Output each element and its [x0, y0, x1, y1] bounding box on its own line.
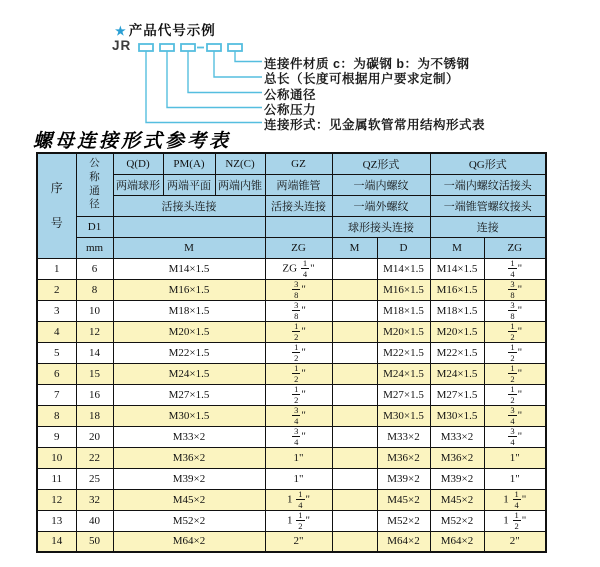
cell-qg-zg: $\frac{1}{2}$ " — [484, 321, 546, 342]
header-qz-desc2: 一端外螺纹 — [332, 195, 430, 216]
table-row — [37, 426, 546, 447]
code-box-5 — [228, 44, 242, 51]
star-icon: ★ — [115, 24, 127, 38]
header-col-nzc: NZ(C) — [215, 153, 265, 174]
cell-qz-m — [332, 510, 377, 531]
cell-qg-m: M16×1.5 — [430, 279, 484, 300]
header-gz-conn: 活接头连接 — [265, 195, 332, 216]
cell-qz-m — [332, 300, 377, 321]
cell-qz-d: M18×1.5 — [377, 300, 430, 321]
table-body — [37, 258, 546, 552]
code-label-material: 连接件材质 c：为碳钢 b：为不锈钢 — [264, 57, 470, 71]
header-mm: mm — [76, 237, 113, 258]
cell-qg-zg: 1 $\frac{1}{2}$ " — [484, 510, 546, 531]
table-row — [37, 447, 546, 468]
nut-connection-table — [36, 152, 547, 553]
header-pma-desc: 两端平面 — [163, 174, 215, 195]
cell-qz-m — [332, 279, 377, 300]
header-col-qg: QG形式 — [430, 153, 546, 174]
cell-qg-m: M36×2 — [430, 447, 484, 468]
cell-mm: 8 — [76, 279, 113, 300]
cell-qz-d: M52×2 — [377, 510, 430, 531]
cell-qg-m: M14×1.5 — [430, 258, 484, 279]
cell-gz: $\frac{3}{4}$ " — [265, 426, 332, 447]
cell-qz-d: M20×1.5 — [377, 321, 430, 342]
code-box-2 — [160, 44, 174, 51]
cell-qg-m: M52×2 — [430, 510, 484, 531]
code-prefix: JR — [112, 38, 132, 53]
cell-qz-d: M36×2 — [377, 447, 430, 468]
table-title: 螺母连接形式参考表 — [33, 130, 232, 152]
cell-gz: $\frac{1}{2}$ " — [265, 384, 332, 405]
cell-seq: 8 — [37, 405, 76, 426]
header-nzc-desc: 两端内锥 — [215, 174, 265, 195]
cell-qg-zg: 1 $\frac{1}{4}$ " — [484, 489, 546, 510]
header-gz-desc: 两端锥管 — [265, 174, 332, 195]
cell-seq: 4 — [37, 321, 76, 342]
cell-qg-zg: $\frac{3}{8}$ " — [484, 300, 546, 321]
cell-m: M14×1.5 — [113, 258, 265, 279]
table-row — [37, 489, 546, 510]
cell-qg-zg: $\frac{3}{4}$ " — [484, 405, 546, 426]
cell-mm: 12 — [76, 321, 113, 342]
cell-m: M24×1.5 — [113, 363, 265, 384]
product-code-diagram — [0, 0, 600, 132]
cell-m: M52×2 — [113, 510, 265, 531]
header-col-pma: PM(A) — [163, 153, 215, 174]
diagram-title — [115, 19, 216, 39]
cell-seq: 5 — [37, 342, 76, 363]
cell-qz-d: M30×1.5 — [377, 405, 430, 426]
header-diameter: 公称通径 — [76, 153, 113, 216]
cell-gz: 1 $\frac{1}{4}$ " — [265, 489, 332, 510]
cell-mm: 25 — [76, 468, 113, 489]
cell-seq: 7 — [37, 384, 76, 405]
cell-qz-m — [332, 468, 377, 489]
header-unit-zg: ZG — [265, 237, 332, 258]
cell-qg-m: M22×1.5 — [430, 342, 484, 363]
cell-qz-m — [332, 447, 377, 468]
header-qg-desc1: 一端内螺纹活接头 — [430, 174, 546, 195]
header-qg-conn: 连接 — [430, 216, 546, 237]
cell-mm: 10 — [76, 300, 113, 321]
header-d1: D1 — [76, 216, 113, 237]
cell-seq: 3 — [37, 300, 76, 321]
cell-m: M30×1.5 — [113, 405, 265, 426]
table-row — [37, 300, 546, 321]
cell-m: M45×2 — [113, 489, 265, 510]
table-row — [37, 468, 546, 489]
cell-mm: 6 — [76, 258, 113, 279]
cell-qg-m: M27×1.5 — [430, 384, 484, 405]
diagram-title-text: 产品代号示例 — [128, 23, 216, 38]
cell-m: M64×2 — [113, 531, 265, 552]
cell-mm: 32 — [76, 489, 113, 510]
cell-qz-m — [332, 258, 377, 279]
cell-qz-m — [332, 342, 377, 363]
cell-qg-m: M18×1.5 — [430, 300, 484, 321]
cell-m: M20×1.5 — [113, 321, 265, 342]
cell-seq: 1 — [37, 258, 76, 279]
cell-qz-d: M33×2 — [377, 426, 430, 447]
cell-mm: 18 — [76, 405, 113, 426]
cell-qg-zg: 1" — [484, 468, 546, 489]
table-row — [37, 510, 546, 531]
cell-mm: 14 — [76, 342, 113, 363]
cell-qz-d: M27×1.5 — [377, 384, 430, 405]
header-union-conn: 活接头连接 — [113, 195, 265, 216]
code-label-diameter: 公称通径 — [264, 88, 317, 102]
header-qd-desc: 两端球形 — [113, 174, 163, 195]
cell-seq: 11 — [37, 468, 76, 489]
cell-qg-m: M39×2 — [430, 468, 484, 489]
cell-seq: 13 — [37, 510, 76, 531]
cell-qz-m — [332, 531, 377, 552]
cell-gz: 1 $\frac{1}{2}$ " — [265, 510, 332, 531]
cell-qz-m — [332, 489, 377, 510]
header-col-qz: QZ形式 — [332, 153, 430, 174]
cell-gz: $\frac{1}{2}$ " — [265, 363, 332, 384]
table-row — [37, 321, 546, 342]
cell-qz-m — [332, 321, 377, 342]
cell-qz-d: M22×1.5 — [377, 342, 430, 363]
header-qg-col-m: M — [430, 237, 484, 258]
code-label-pressure: 公称压力 — [264, 103, 317, 117]
cell-qz-d: M64×2 — [377, 531, 430, 552]
code-box-3 — [181, 44, 195, 51]
cell-qz-m — [332, 363, 377, 384]
cell-qg-m: M45×2 — [430, 489, 484, 510]
cell-gz: $\frac{3}{4}$ " — [265, 405, 332, 426]
cell-qg-zg: 1" — [484, 447, 546, 468]
cell-gz: $\frac{3}{8}$ " — [265, 279, 332, 300]
header-qz-desc1: 一端内螺纹 — [332, 174, 430, 195]
header-qg-col-zg: ZG — [484, 237, 546, 258]
cell-qg-m: M30×1.5 — [430, 405, 484, 426]
header-seq: 序号 — [37, 153, 76, 258]
header-qz-col-d: D — [377, 237, 430, 258]
cell-qz-m — [332, 426, 377, 447]
cell-qg-zg: $\frac{3}{4}$ " — [484, 426, 546, 447]
cell-m: M18×1.5 — [113, 300, 265, 321]
table-row — [37, 258, 546, 279]
cell-qg-m: M64×2 — [430, 531, 484, 552]
cell-seq: 6 — [37, 363, 76, 384]
cell-qg-zg: $\frac{1}{2}$ " — [484, 342, 546, 363]
table-row — [37, 279, 546, 300]
cell-mm: 40 — [76, 510, 113, 531]
header-qz-col-m: M — [332, 237, 377, 258]
cell-gz: ZG $\frac{1}{4}$ " — [265, 258, 332, 279]
code-label-connection: 连接形式：见金属软管常用结构形式表 — [264, 118, 486, 132]
cell-mm: 15 — [76, 363, 113, 384]
cell-qz-d: M14×1.5 — [377, 258, 430, 279]
cell-seq: 12 — [37, 489, 76, 510]
cell-mm: 22 — [76, 447, 113, 468]
cell-qz-m — [332, 405, 377, 426]
header-col-gz: GZ — [265, 153, 332, 174]
cell-gz: 2" — [265, 531, 332, 552]
table-header — [37, 153, 546, 258]
cell-gz: 1" — [265, 468, 332, 489]
cell-gz: $\frac{1}{2}$ " — [265, 321, 332, 342]
cell-m: M27×1.5 — [113, 384, 265, 405]
cell-m: M22×1.5 — [113, 342, 265, 363]
cell-seq: 9 — [37, 426, 76, 447]
cell-qg-m: M33×2 — [430, 426, 484, 447]
cell-mm: 16 — [76, 384, 113, 405]
cell-qz-m — [332, 384, 377, 405]
code-box-4 — [207, 44, 221, 51]
table-row — [37, 405, 546, 426]
cell-qz-d: M16×1.5 — [377, 279, 430, 300]
table-row — [37, 531, 546, 552]
cell-gz: 1" — [265, 447, 332, 468]
cell-m: M16×1.5 — [113, 279, 265, 300]
header-empty-gz — [265, 216, 332, 237]
header-qz-conn: 球形接头连接 — [332, 216, 430, 237]
cell-qg-zg: $\frac{1}{2}$ " — [484, 363, 546, 384]
cell-seq: 14 — [37, 531, 76, 552]
cell-gz: $\frac{3}{8}$ " — [265, 300, 332, 321]
header-qg-desc2: 一端锥管螺纹接头 — [430, 195, 546, 216]
header-empty-left — [113, 216, 265, 237]
header-col-qd: Q(D) — [113, 153, 163, 174]
cell-qg-zg: $\frac{3}{8}$ " — [484, 279, 546, 300]
code-label-length: 总长（长度可根据用户要求定制） — [264, 72, 460, 86]
code-box-1 — [139, 44, 153, 51]
cell-seq: 10 — [37, 447, 76, 468]
cell-seq: 2 — [37, 279, 76, 300]
header-unit-m: M — [113, 237, 265, 258]
table-row — [37, 384, 546, 405]
cell-qg-zg: 2" — [484, 531, 546, 552]
cell-qz-d: M39×2 — [377, 468, 430, 489]
table-row — [37, 363, 546, 384]
cell-qz-d: M24×1.5 — [377, 363, 430, 384]
cell-m: M36×2 — [113, 447, 265, 468]
cell-qg-m: M24×1.5 — [430, 363, 484, 384]
cell-gz: $\frac{1}{2}$ " — [265, 342, 332, 363]
cell-m: M33×2 — [113, 426, 265, 447]
cell-qz-d: M45×2 — [377, 489, 430, 510]
cell-qg-m: M20×1.5 — [430, 321, 484, 342]
cell-mm: 50 — [76, 531, 113, 552]
cell-mm: 20 — [76, 426, 113, 447]
cell-qg-zg: $\frac{1}{4}$ " — [484, 258, 546, 279]
table-row — [37, 342, 546, 363]
cell-qg-zg: $\frac{1}{2}$ " — [484, 384, 546, 405]
cell-m: M39×2 — [113, 468, 265, 489]
